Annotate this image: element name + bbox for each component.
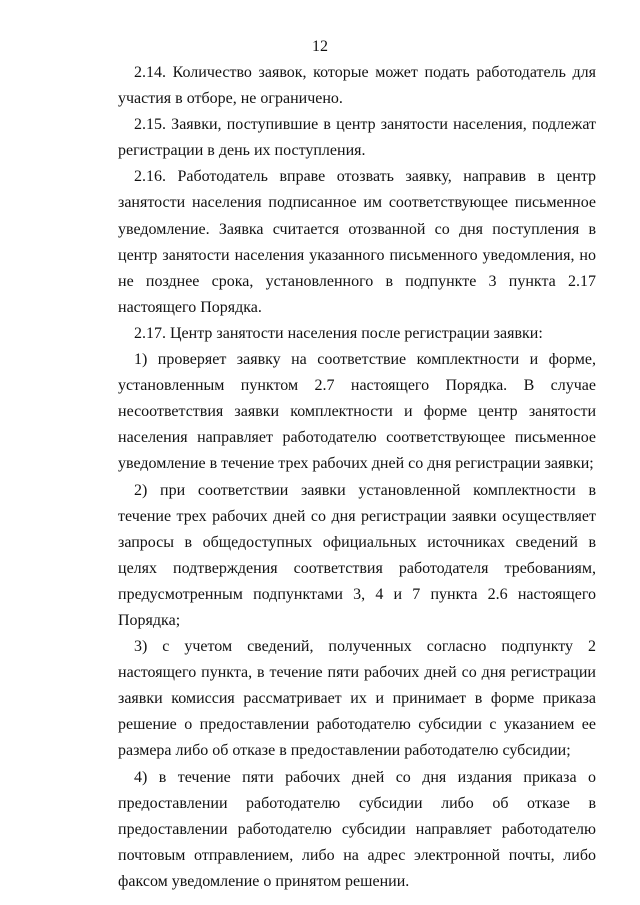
subitem-4: 4) в течение пяти рабочих дней со дня издания приказа о предоставлении работодателю субсидии либо об отказе в предоставлении работодателю субсидии направляет работодателю почтовым отправлением, либо на адрес электронной почты, либо факсом уведомление о принятом решении. bbox=[118, 768, 596, 890]
subitem-2: 2) при соответствии заявки установленной комплектности в течение трех рабочих дней со дня регистрации заявки осуществляет запросы в общедоступных официальных источниках сведений в целях подтверждения соответствия работодателя требованиям, предусмотренным подпунктами 3, 4 и 7 пункта 2.6 настоящего Порядка; bbox=[118, 481, 596, 629]
paragraph-2-14: 2.14. Количество заявок, которые может подать работодатель для участия в отборе, не ограничено. bbox=[118, 64, 596, 108]
paragraph-2-15: 2.15. Заявки, поступившие в центр занятости населения, подлежат регистрации в день их поступления. bbox=[118, 116, 596, 160]
subitem-1: 1) проверяет заявку на соответствие комплектности и форме, установленным пунктом 2.7 настоящего Порядка. В случае несоответствия заявки комплектности и форме центр занятости населения направляет работодателю соответствующее письменное уведомление в течение трех рабочих дней со дня регистрации заявки; bbox=[118, 351, 596, 473]
paragraph-2-16: 2.16. Работодатель вправе отозвать заявку, направив в центр занятости населения подписанное им соответствующее письменное уведомление. Заявка считается отозванной со дня поступления в центр занятости населения указанного письменного уведомления, но не позднее срока, установленного в подпункте 3 пункта 2.17 настоящего Порядка. bbox=[118, 168, 596, 316]
subitem-3: 3) с учетом сведений, полученных согласно подпункту 2 настоящего пункта, в течение пяти рабочих дней со дня регистрации заявки комиссия рассматривает их и принимает в форме приказа решение о предоставлении работодателю субсидии с указанием ее размера либо об отказе в предоставлении работодателю субсидии; bbox=[118, 638, 596, 760]
paragraph-2-17: 2.17. Центр занятости населения после регистрации заявки: bbox=[134, 324, 543, 342]
document-body bbox=[118, 60, 596, 895]
page-number: 12 bbox=[312, 38, 328, 55]
